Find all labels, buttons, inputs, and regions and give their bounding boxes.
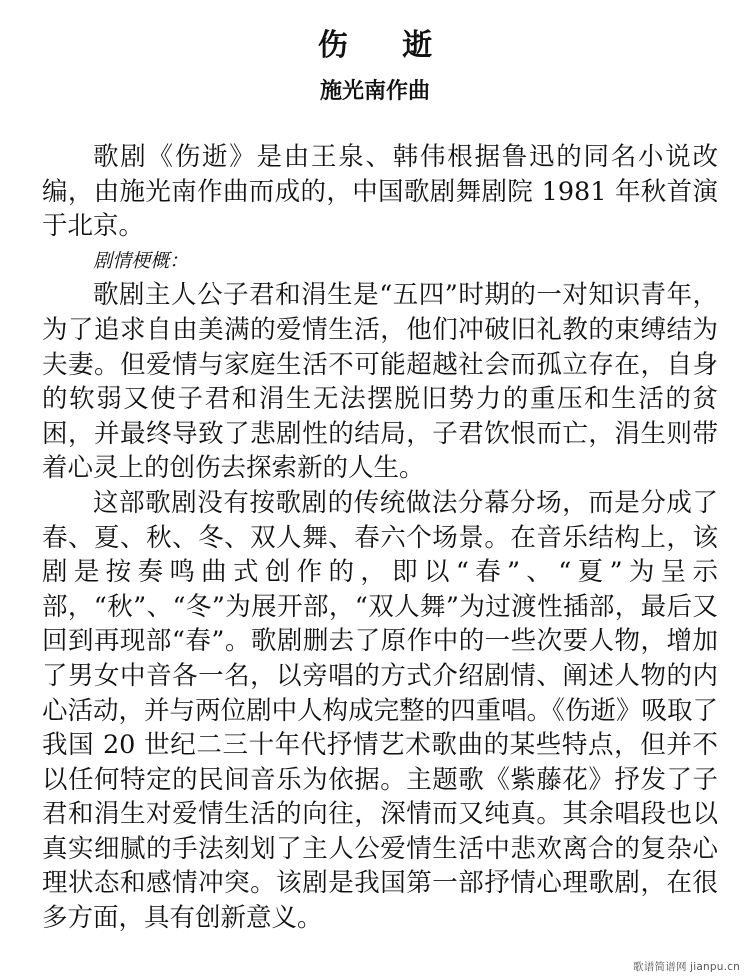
page-title: 伤 逝 [317, 28, 455, 63]
plot-paragraph: 歌剧主人公子君和涓生是“五四”时期的一对知识青年，为了追求自由美满的爱情生活，他们冲破旧礼教的束缚结为夫妻。但爱情与家庭生活不可能超越社会而孤立存在，自身的软弱又使子君和涓生无法摆脱旧势力的重压和生活的贫困，并最终导致了悲剧性的结局，子君饮恨而亡，涓生则带着心灵上的创伤去探索新的人生。 [42, 280, 718, 484]
section-label-synopsis: 剧情梗概： [93, 249, 189, 272]
site-watermark: 歌谱简谱网 jianpu.cn [633, 961, 740, 973]
article-body [42, 140, 718, 936]
structure-paragraph: 这部歌剧没有按歌剧的传统做法分幕分场，而是分成了春、夏、秋、冬、双人舞、春六个场景。在音乐结构上，该剧是按奏鸣曲式创作的，即以“春”、“夏”为呈示部，“秋”、“冬”为展开部，“双人舞”为过渡性插部，最后又回到再现部“春”。歌剧删去了原作中的一些次要人物，增加了男女中音各一名，以旁唱的方式介绍剧情、阐述人物的内心活动，并与两位剧中人构成完整的四重唱。《伤逝》吸取了我国 20 世纪二三十年代抒情艺术歌曲的某些特点，但并不以任何特定的民间音乐为依据。主题歌《紫藤花》抒发了子君和涓生对爱情生活的向往，深情而又纯真。其余唱段也以真实细腻的手法刻划了主人公爱情生活中悲欢离合的复杂心理状态和感情冲突。该剧是我国第一部抒情心理歌剧，在很多方面，具有创新意义。 [42, 487, 718, 934]
intro-paragraph: 歌剧《伤逝》是由王泉、韩伟根据鲁迅的同名小说改编，由施光南作曲而成的，中国歌剧舞剧院 1981 年秋首演于北京。 [42, 142, 718, 242]
composer-subtitle: 施光南作曲 [319, 79, 430, 104]
